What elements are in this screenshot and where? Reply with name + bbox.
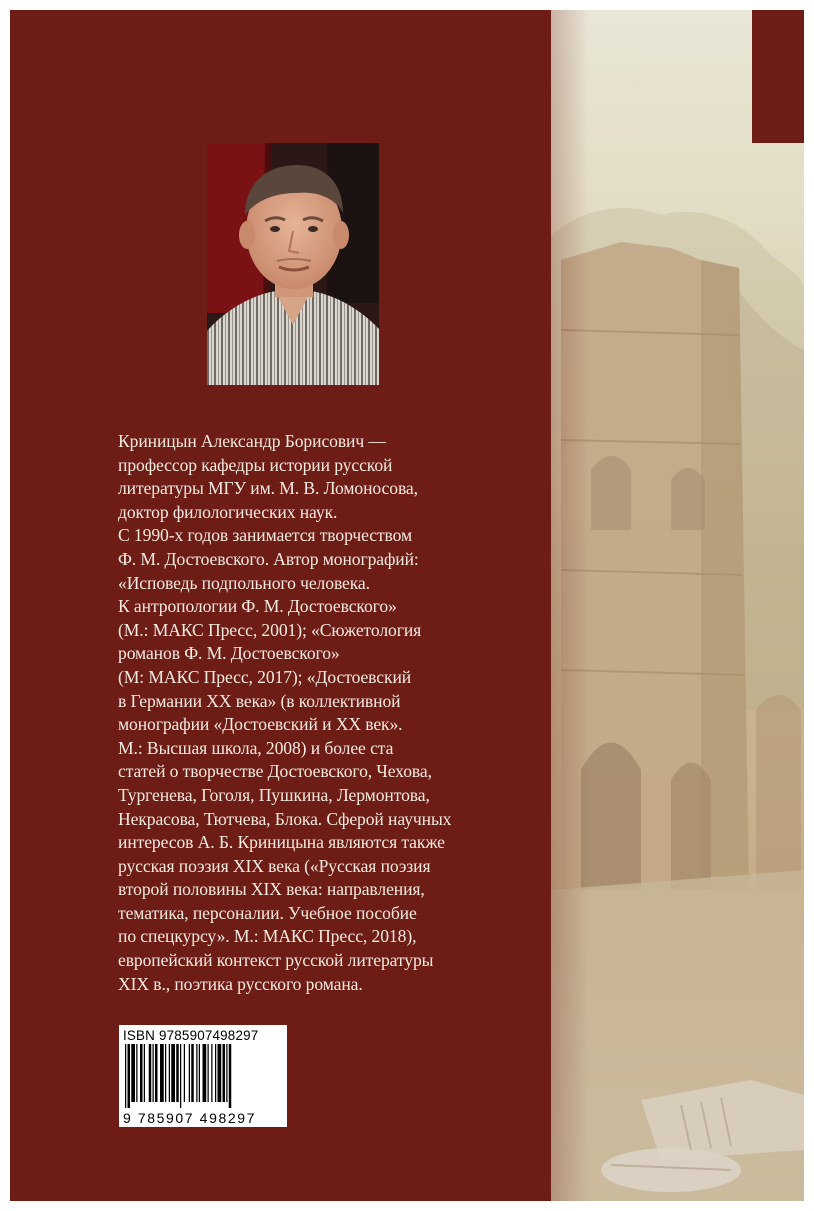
bio-line: К антропологии Ф. М. Достоевского» (118, 596, 397, 617)
barcode-bar (171, 1044, 175, 1102)
bio-line: профессор кафедры истории русской (118, 454, 393, 475)
isbn-digits: 9 785907 498297 (123, 1110, 256, 1126)
barcode-bar (196, 1044, 197, 1102)
bio-line: XIX в., поэтика русского романа. (118, 973, 363, 994)
barcode-bar (160, 1044, 164, 1102)
barcode-bar (131, 1044, 135, 1102)
barcode-bar (125, 1044, 126, 1108)
bio-line: тематика, персоналии. Учебное пособие (118, 902, 417, 923)
barcode-bar (153, 1044, 154, 1102)
bio-line: С 1990-х годов занимается творчеством (118, 525, 413, 546)
bio-line: второй половины XIX века: направления, (118, 879, 425, 900)
barcode-bar (199, 1044, 200, 1102)
barcode (123, 1044, 285, 1108)
bio-line: по спецкурсу». М.: МАКС Пресс, 2018), (118, 926, 417, 947)
barcode-bar (128, 1044, 131, 1108)
bio-line: «Исповедь подпольного человека. (118, 572, 370, 593)
bio-line: Криницын Александр Борисович — (118, 431, 386, 451)
barcode-bar (203, 1044, 207, 1102)
bio-line: монографии «Достоевский и XX век». (118, 714, 403, 735)
bio-line: русская поэзия XIX века («Русская поэзия (118, 855, 431, 876)
barcode-bar (180, 1044, 181, 1108)
barcode-bar (211, 1044, 212, 1102)
isbn-barcode-box (119, 1025, 287, 1127)
barcode-bar (176, 1044, 179, 1102)
barcode-bar (218, 1044, 222, 1102)
bio-line: Некрасова, Тютчева, Блока. Сферой научных (118, 808, 452, 829)
barcode-bar (169, 1044, 170, 1102)
bio-line: в Германии XX века» (в коллективной (118, 690, 401, 711)
bio-line: Тургенева, Гоголя, Пушкина, Лермонтова, (118, 784, 430, 805)
barcode-bar (226, 1044, 227, 1102)
bio-line: (М.: МАКС Пресс, 2001); «Сюжетология (118, 619, 422, 640)
barcode-bar (140, 1044, 143, 1102)
bio-line: Ф. М. Достоевского. Автор монографий: (118, 548, 419, 569)
barcode-bar (208, 1044, 209, 1102)
author-photo (207, 143, 379, 385)
barcode-bar (184, 1044, 185, 1102)
barcode-bar (155, 1044, 158, 1102)
bio-line: интересов А. Б. Криницына являются также (118, 832, 445, 853)
ruins-artwork (551, 10, 804, 1201)
barcode-bar (215, 1044, 216, 1102)
bio-line: европейский контекст русской литературы (118, 950, 434, 971)
isbn-label: ISBN 9785907498297 (123, 1028, 259, 1043)
barcode-bar (189, 1044, 190, 1102)
barcode-bar (191, 1044, 194, 1102)
back-cover (10, 10, 804, 1201)
bio-line: статей о творчестве Достоевского, Чехова, (118, 761, 432, 782)
corner-tab (752, 10, 804, 143)
bio-line: литературы МГУ им. М. В. Ломоносова, (118, 478, 418, 499)
barcode-bar (149, 1044, 152, 1102)
barcode-bar (223, 1044, 226, 1102)
bio-line: (М: МАКС Пресс, 2017); «Достоевский (118, 666, 412, 687)
barcode-bar (144, 1044, 145, 1102)
bio-line: романов Ф. М. Достоевского» (118, 643, 340, 664)
author-biography (118, 430, 518, 996)
bio-line: доктор филологических наук. (118, 501, 338, 522)
barcode-bar (165, 1044, 166, 1102)
author-portrait (207, 143, 379, 385)
barcode-bar (229, 1044, 232, 1108)
bio-line: М.: Высшая школа, 2008) и более ста (118, 737, 394, 758)
ruins-illustration (551, 10, 804, 1201)
barcode-bar (136, 1044, 137, 1102)
